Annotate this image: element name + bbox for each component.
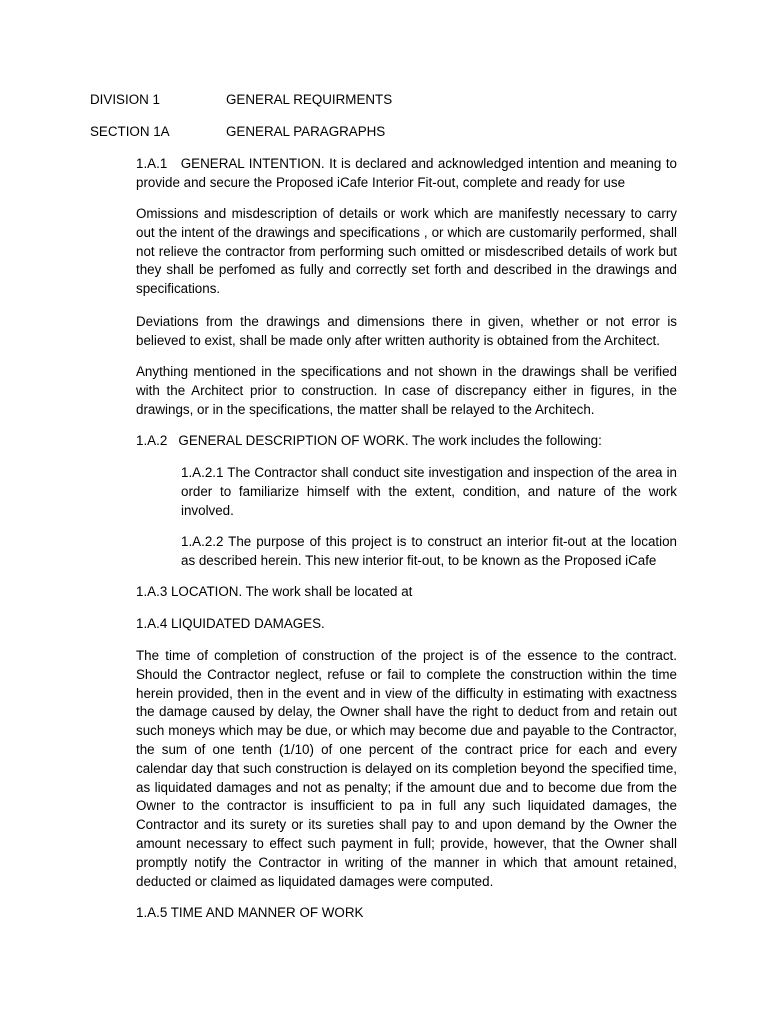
- paragraph-general-intention: 1.A.1 GENERAL INTENTION. It is declared and acknowledged intention and meaning to provide and secure the Proposed iCafe Interior Fit-out, complete and ready for use: [136, 156, 681, 190]
- paragraph-time-and-manner: 1.A.5 TIME AND MANNER OF WORK: [136, 905, 364, 920]
- section-header: [90, 123, 386, 142]
- section-title: GENERAL PARAGRAPHS: [226, 124, 386, 139]
- paragraph-general-description: 1.A.2 GENERAL DESCRIPTION OF WORK. The work includes the following:: [136, 433, 602, 448]
- division-header: [90, 91, 393, 110]
- paragraph-deviations: Deviations from the drawings and dimensions there in given, whether or not error is believed to exist, shall be made only after written authority is obtained from the Architect.: [136, 314, 677, 348]
- paragraph-omissions: Omissions and misdescription of details or work which are manifestly necessary to carry out the intent of the drawings and specifications , or which are customarily performed, shall not relieve the contractor from performing such omitted or misdescribed details of work but they shall be perfomed as fully and correctly set forth and described in the drawings and specifications.: [136, 206, 677, 297]
- paragraph-location: 1.A.3 LOCATION. The work shall be located at: [136, 584, 413, 599]
- paragraph-discrepancy: Anything mentioned in the specifications and not shown in the drawings shall be verified with the Architect prior to construction. In case of discrepancy either in figures, in the drawings, or in the specifications, the matter shall be relayed to the Architech.: [136, 364, 677, 417]
- division-title: GENERAL REQUIRMENTS: [226, 92, 393, 107]
- paragraph-project-purpose: 1.A.2.2 The purpose of this project is to construct an interior fit-out at the location as described herein. This new interior fit-out, to be known as the Proposed iCafe: [181, 534, 677, 568]
- paragraph-site-investigation: 1.A.2.1 The Contractor shall conduct site investigation and inspection of the area in order to familiarize himself with the extent, condition, and nature of the work involved.: [181, 465, 677, 518]
- paragraph-liquidated-damages-body: The time of completion of construction of the project is of the essence to the contract. Should the Contractor neglect, refuse or fail to complete the construction within the time herein provided, then in the event and in view of the difficulty in estimating with exactness the damage caused by delay, the Owner shall have the right to deduct from and retain out such moneys which may be due, or which may become due and payable to the Contractor, the sum of one tenth (1/10) of one percent of the contract price for each and every calendar day that such construction is delayed on its completion beyond the specified time, as liquidated damages and not as penalty; if the amount due and to become due from the Owner to the contractor is insufficient to pa in full any such liquidated damages, the Contractor and its surety or its sureties shall pay to and upon demand by the Owner the amount necessary to effect such payment in full; provide, however, that the Owner shall promptly notify the Contractor in writing of the manner in which that amount retained, deducted or claimed as liquidated damages were computed.: [136, 648, 677, 889]
- section-label: SECTION 1A: [90, 124, 170, 139]
- division-label: DIVISION 1: [90, 92, 160, 107]
- paragraph-liquidated-damages-heading: 1.A.4 LIQUIDATED DAMAGES.: [136, 616, 325, 631]
